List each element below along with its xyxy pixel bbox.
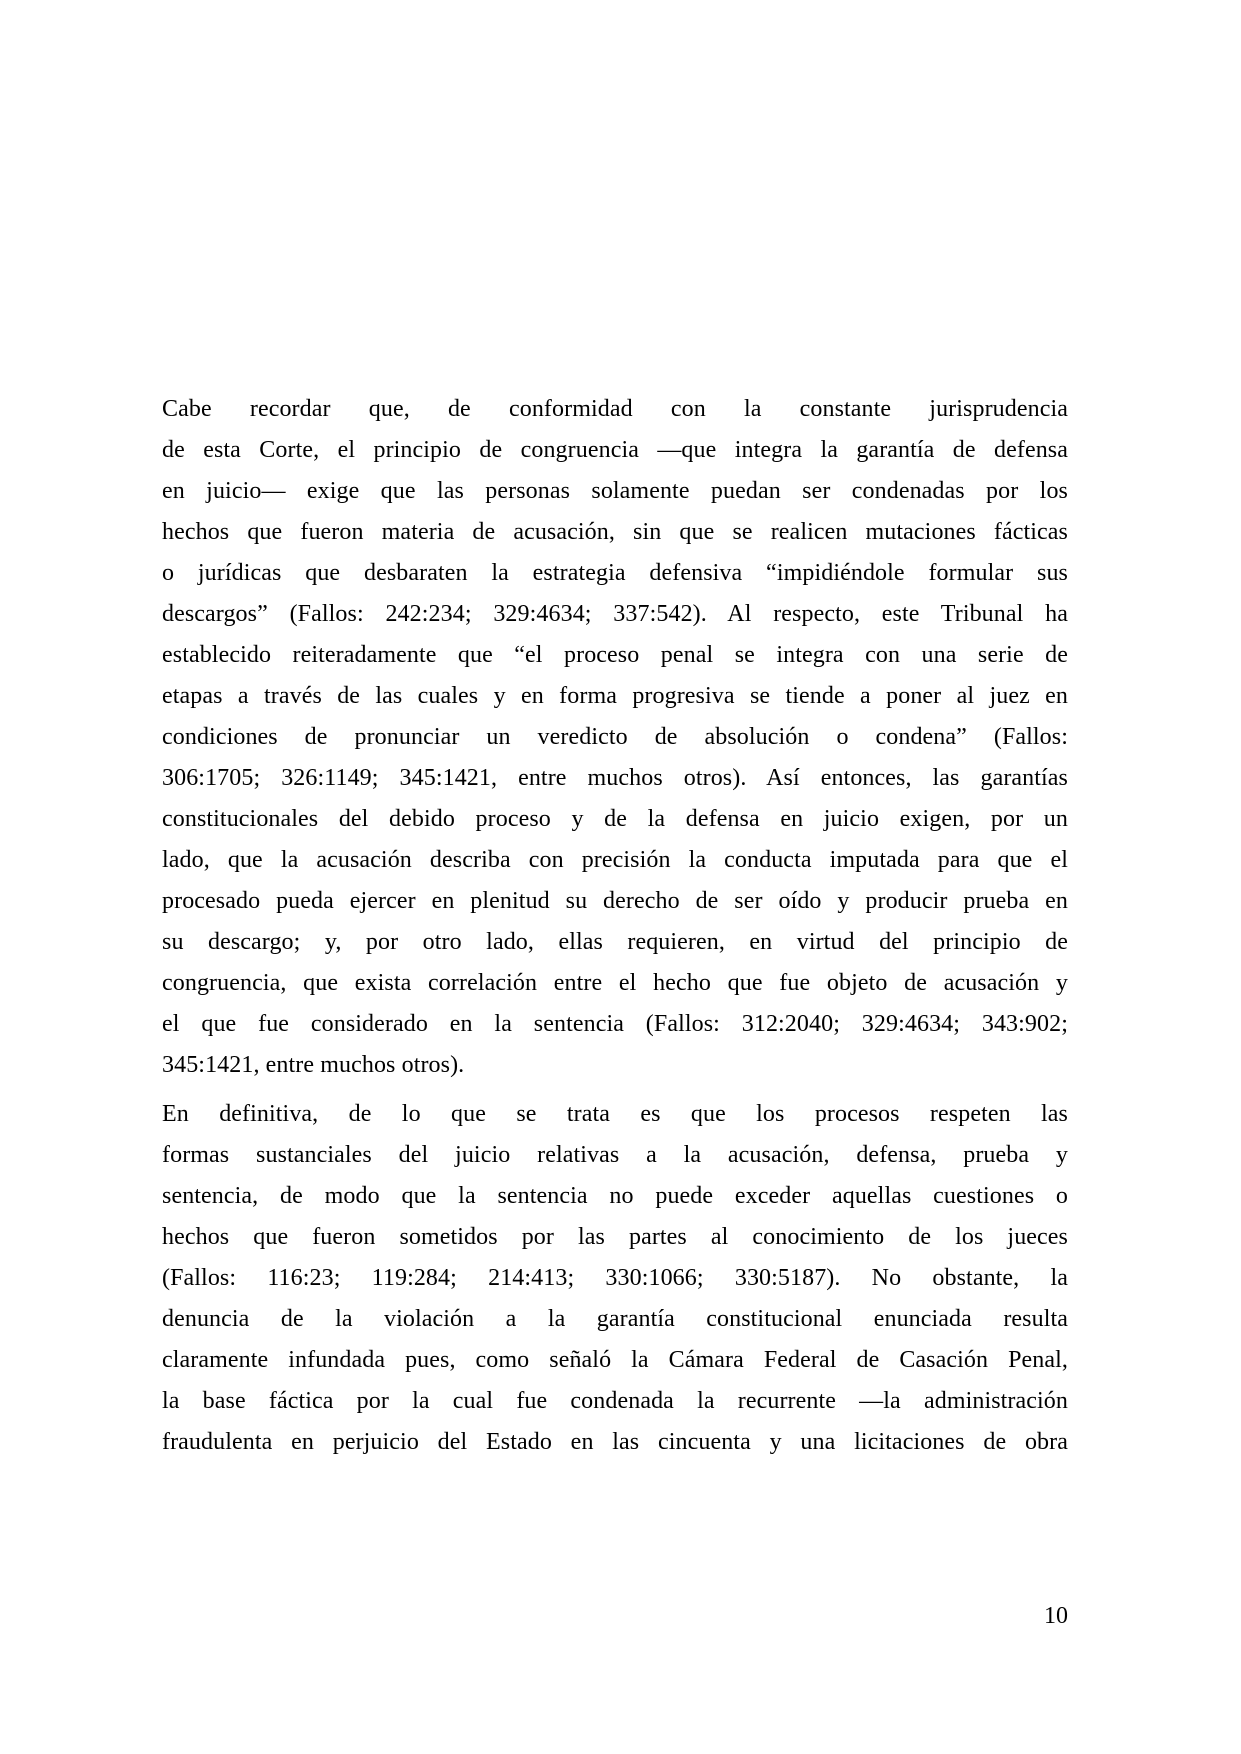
text-line: congruencia, que exista correlación entre el hecho que fue objeto de acusación y [162,970,1068,996]
text-line: formas sustanciales del juicio relativas a la acusación, defensa, prueba y [162,1142,1068,1168]
text-line: denuncia de la violación a la garantía constitucional enunciada resulta [162,1306,1068,1332]
text-line: constitucionales del debido proceso y de la defensa en juicio exigen, por un [162,806,1068,832]
text-line: el que fue considerado en la sentencia (Fallos: 312:2040; 329:4634; 343:902; [162,1011,1068,1037]
text-line: (Fallos: 116:23; 119:284; 214:413; 330:1066; 330:5187). No obstante, la [162,1265,1068,1291]
text-line: hechos que fueron materia de acusación, sin que se realicen mutaciones fácticas [162,519,1068,545]
text-line: etapas a través de las cuales y en forma progresiva se tiende a poner al juez en [162,683,1068,709]
paragraph [162,389,1068,1086]
text-line: de esta Corte, el principio de congruencia —que integra la garantía de defensa [162,437,1068,463]
text-line: sentencia, de modo que la sentencia no puede exceder aquellas cuestiones o [162,1183,1068,1209]
paragraph [162,1094,1068,1463]
text-line: lado, que la acusación describa con precisión la conducta imputada para que el [162,847,1068,873]
text-line: 306:1705; 326:1149; 345:1421, entre muchos otros). Así entonces, las garantías [162,765,1068,791]
text-line: Cabe recordar que, de conformidad con la constante jurisprudencia [162,396,1068,422]
text-line: la base fáctica por la cual fue condenada la recurrente —la administración [162,1388,1068,1414]
text-line: 345:1421, entre muchos otros). [162,1052,465,1078]
text-line: fraudulenta en perjuicio del Estado en las cincuenta y una licitaciones de obra [162,1429,1068,1455]
text-line: establecido reiteradamente que “el proceso penal se integra con una serie de [162,642,1068,668]
text-line: en juicio— exige que las personas solamente puedan ser condenadas por los [162,478,1068,504]
text-line: En definitiva, de lo que se trata es que los procesos respeten las [162,1101,1068,1127]
text-line: claramente infundada pues, como señaló la Cámara Federal de Casación Penal, [162,1347,1068,1373]
text-line: hechos que fueron sometidos por las partes al conocimiento de los jueces [162,1224,1068,1250]
text-line: o jurídicas que desbaraten la estrategia defensiva “impidiéndole formular sus [162,560,1068,586]
text-line: procesado pueda ejercer en plenitud su derecho de ser oído y producir prueba en [162,888,1068,914]
page-number: 10 [1044,1603,1068,1629]
text-line: descargos” (Fallos: 242:234; 329:4634; 337:542). Al respecto, este Tribunal ha [162,601,1068,627]
text-line: condiciones de pronunciar un veredicto de absolución o condena” (Fallos: [162,724,1068,750]
text-line: su descargo; y, por otro lado, ellas requieren, en virtud del principio de [162,929,1068,955]
body-text [162,389,1068,1463]
